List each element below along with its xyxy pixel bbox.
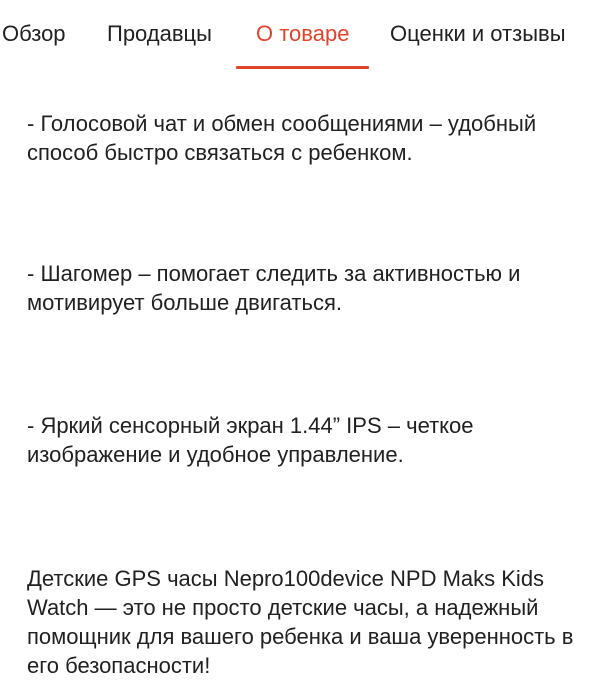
description-paragraph-screen: - Яркий сенсорный экран 1.44” IPS – четкое изображение и удобное управление.: [27, 413, 474, 467]
tab-overview[interactable]: Обзор: [2, 21, 66, 46]
description-paragraph-voice-chat: - Голосовой чат и обмен сообщениями – удобный способ быстро связаться с ребенком.: [27, 111, 537, 165]
tab-reviews[interactable]: Оценки и отзывы: [390, 21, 566, 46]
description-paragraph-summary: Детские GPS часы Nepro100device NPD Maks Kids Watch — это не просто детские часы, а надежный помощник для вашего ребенка и ваша уверенность в его безопасности!: [27, 566, 574, 678]
tab-sellers[interactable]: Продавцы: [107, 21, 212, 46]
description-paragraph-pedometer: - Шагомер – помогает следить за активностью и мотивирует больше двигаться.: [27, 261, 521, 315]
tab-about-product[interactable]: О товаре: [256, 21, 350, 46]
active-tab-indicator: [236, 66, 369, 69]
product-tabs: [0, 0, 605, 72]
